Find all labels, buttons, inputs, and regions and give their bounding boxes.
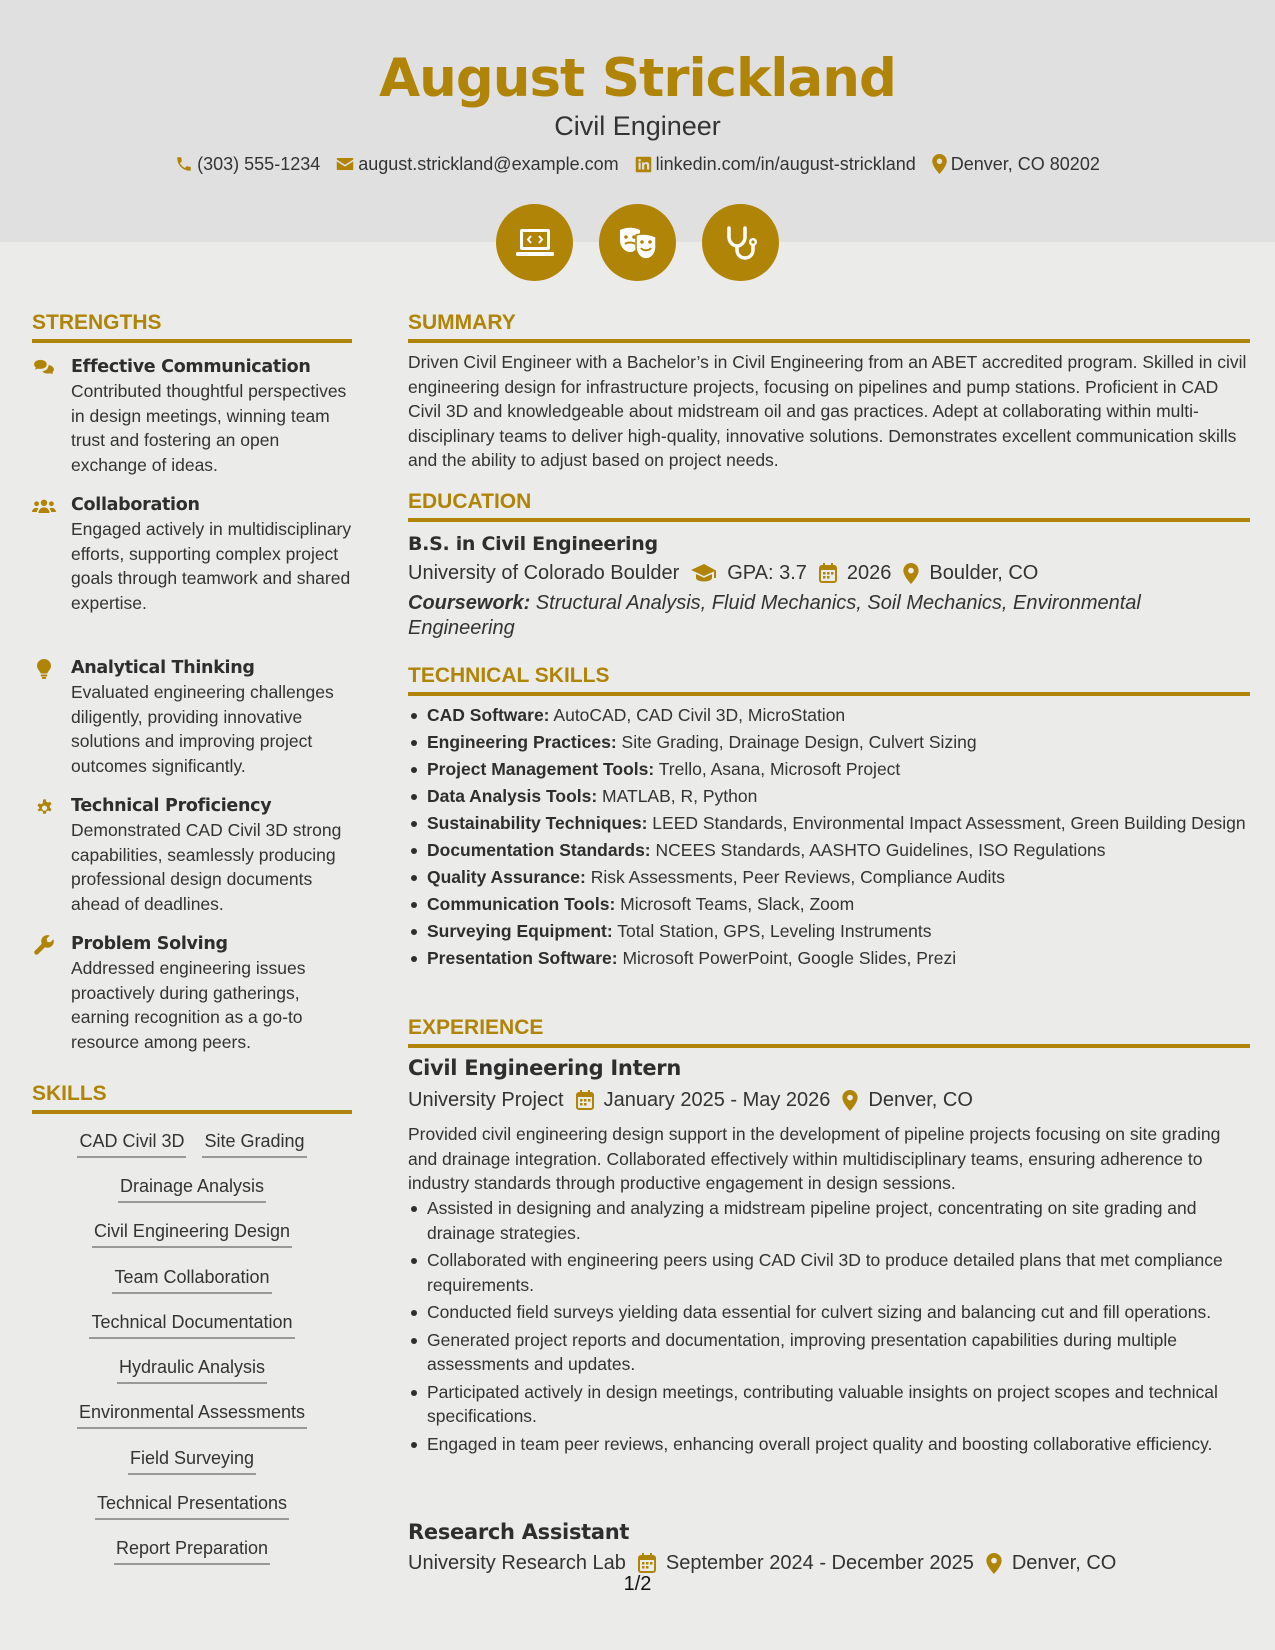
job-title: Civil Engineer: [554, 111, 721, 141]
skill-tag: Team Collaboration: [112, 1265, 271, 1294]
stethoscope-icon: [702, 204, 779, 281]
calendar-icon: [819, 563, 837, 583]
coursework: [408, 591, 1228, 641]
list-item: [408, 838, 1250, 863]
skill-value: Risk Assessments, Peer Reviews, Compliance Audits: [585, 867, 1006, 887]
skill-row: [32, 1446, 352, 1475]
strength-item: [32, 493, 352, 615]
skill-label: Data Analysis Tools:: [427, 786, 598, 806]
skill-label: Communication Tools:: [427, 894, 616, 914]
skill-row: [32, 1536, 352, 1565]
strength-item: [32, 355, 352, 477]
job-title-2: Research Assistant: [408, 1520, 630, 1544]
calendar-icon: [638, 1553, 656, 1573]
skill-row: [32, 1491, 352, 1520]
education-heading: EDUCATION: [408, 488, 1250, 522]
strength-title: Effective Communication: [71, 357, 311, 377]
experience-heading: EXPERIENCE: [408, 1014, 1250, 1048]
map-marker-icon: [932, 154, 947, 174]
wrench-icon: [32, 934, 56, 956]
school-location: Boulder, CO: [929, 562, 1039, 584]
skill-row: [32, 1129, 352, 1158]
skill-label: Sustainability Techniques:: [427, 813, 648, 833]
list-item: [408, 703, 1250, 728]
skill-tag: Report Preparation: [114, 1536, 270, 1565]
skill-tag: Site Grading: [202, 1129, 306, 1158]
list-item: Assisted in designing and analyzing a midstream pipeline project, concentrating on site grading and drainage strategies.: [408, 1196, 1250, 1245]
job-org: University Project: [408, 1089, 564, 1111]
strength-desc: Contributed thoughtful perspectives in design meetings, winning team trust and fostering an open exchange of ideas.: [71, 381, 347, 475]
gpa: GPA: 3.7: [727, 562, 807, 584]
strength-title: Problem Solving: [71, 934, 228, 954]
skills-heading: SKILLS: [32, 1080, 352, 1114]
list-item: [408, 811, 1250, 836]
map-marker-icon: [842, 1090, 858, 1111]
skill-tag: Technical Documentation: [89, 1310, 294, 1339]
skill-tag: CAD Civil 3D: [77, 1129, 186, 1158]
list-item: [408, 757, 1250, 782]
summary-heading: SUMMARY: [408, 309, 1250, 343]
strength-item: [32, 656, 352, 778]
users-icon: [32, 495, 56, 517]
skill-value: Microsoft Teams, Slack, Zoom: [615, 894, 855, 914]
calendar-icon: [576, 1090, 594, 1110]
job-dates: September 2024 - December 2025: [665, 1552, 974, 1574]
contact-email[interactable]: [336, 151, 618, 177]
graduation-cap-icon: [691, 563, 717, 583]
job-description: Provided civil engineering design support in the development of pipeline projects focusing on site grading and drainage integration. Collaborated effectively within multidisciplinary teams, ensuring adherence to industry standards through productive engagement in design sessions.: [408, 1124, 1221, 1193]
skill-label: Documentation Standards:: [427, 840, 651, 860]
job-location: Denver, CO: [868, 1089, 973, 1111]
skill-value: LEED Standards, Environmental Impact Assessment, Green Building Design: [647, 813, 1246, 833]
job-title-1: Civil Engineering Intern: [408, 1056, 681, 1080]
job-meta-1: [408, 1086, 973, 1114]
skill-tag: Drainage Analysis: [118, 1174, 266, 1203]
job-dates: January 2025 - May 2026: [603, 1089, 831, 1111]
comments-icon: [32, 357, 56, 379]
job-bullets: [408, 1196, 1250, 1459]
strength-item: [32, 794, 352, 916]
hobby-icons: [496, 204, 805, 281]
skill-row: [32, 1355, 352, 1384]
skill-label: Quality Assurance:: [427, 867, 586, 887]
theater-masks-icon: [599, 204, 676, 281]
strength-item: [32, 932, 352, 1054]
gear-icon: [32, 796, 56, 818]
skill-label: CAD Software:: [427, 705, 550, 725]
coursework-list: Structural Analysis, Fluid Mechanics, Soil Mechanics, Environmental Engineering: [408, 592, 1141, 639]
contact-location: [932, 151, 1100, 177]
list-item: Generated project reports and documentation, improving presentation capabilities during multiple assessments and updates.: [408, 1328, 1250, 1377]
coursework-label: Coursework:: [408, 592, 531, 614]
candidate-name: August Strickland: [379, 48, 896, 109]
location-text: Denver, CO 80202: [950, 154, 1100, 174]
summary-text: Driven Civil Engineer with a Bachelor’s in Civil Engineering from an ABET accredited program. Skilled in civil engineering design for infrastructure projects, focusing on pipelines and pump stations. Proficient in CAD Civil 3D and knowledgeable about midstream oil and gas practices. Adept at collaborating within multi-disciplinary teams to deliver high-quality, innovative solutions. Demonstrates excellent communication skills and the ability to adjust based on project needs.: [408, 352, 1247, 470]
job-org: University Research Lab: [408, 1552, 626, 1574]
skill-label: Engineering Practices:: [427, 732, 617, 752]
linkedin-icon: [635, 156, 652, 173]
skill-value: Site Grading, Drainage Design, Culvert Sizing: [616, 732, 977, 752]
skill-label: Surveying Equipment:: [427, 921, 613, 941]
list-item: [408, 919, 1250, 944]
linkedin-text: linkedin.com/in/august-strickland: [655, 154, 916, 174]
graduation-year: 2026: [846, 562, 892, 584]
contact-linkedin[interactable]: [635, 151, 916, 177]
list-item: [408, 865, 1250, 890]
contact-row: [0, 151, 1275, 177]
skill-label: Presentation Software:: [427, 948, 618, 968]
skill-tag: Hydraulic Analysis: [117, 1355, 267, 1384]
map-marker-icon: [903, 563, 919, 584]
degree: B.S. in Civil Engineering: [408, 533, 658, 555]
list-item: Conducted field surveys yielding data essential for culvert sizing and balancing cut and fill operations.: [408, 1300, 1250, 1325]
page-number: 1/2: [623, 1573, 652, 1595]
skill-value: MATLAB, R, Python: [597, 786, 758, 806]
envelope-icon: [336, 156, 354, 172]
strength-title: Technical Proficiency: [71, 796, 272, 816]
skill-row: [32, 1400, 352, 1429]
skill-row: [32, 1219, 352, 1248]
job-location: Denver, CO: [1011, 1552, 1117, 1574]
skill-value: Trello, Asana, Microsoft Project: [654, 759, 901, 779]
map-marker-icon: [986, 1553, 1002, 1574]
skill-tag: Environmental Assessments: [77, 1400, 307, 1429]
skill-row: [32, 1174, 352, 1203]
email-text: august.strickland@example.com: [358, 154, 619, 174]
list-item: [408, 730, 1250, 755]
strengths-heading: STRENGTHS: [32, 309, 352, 343]
strength-title: Collaboration: [71, 495, 200, 515]
list-item: [408, 784, 1250, 809]
skill-row: [32, 1310, 352, 1339]
skill-tag: Field Surveying: [128, 1446, 256, 1475]
skill-tag: Technical Presentations: [95, 1491, 289, 1520]
laptop-code-icon: [496, 204, 573, 281]
technical-skills-list: [408, 703, 1250, 973]
lightbulb-icon: [32, 658, 56, 680]
skill-row: [32, 1265, 352, 1294]
list-item: Participated actively in design meetings, contributing valuable insights on project scopes and technical specifications.: [408, 1380, 1250, 1429]
skill-value: NCEES Standards, AASHTO Guidelines, ISO Regulations: [650, 840, 1106, 860]
strength-title: Analytical Thinking: [71, 658, 255, 678]
school: University of Colorado Boulder: [408, 562, 680, 584]
skill-value: AutoCAD, CAD Civil 3D, MicroStation: [549, 705, 846, 725]
phone-text: (303) 555-1234: [197, 154, 321, 174]
skill-label: Project Management Tools:: [427, 759, 655, 779]
education-meta: [408, 559, 1038, 587]
skill-tag: Civil Engineering Design: [92, 1219, 292, 1248]
skill-value: Total Station, GPS, Leveling Instruments: [612, 921, 932, 941]
technical-skills-heading: TECHNICAL SKILLS: [408, 662, 1250, 696]
phone-icon: [175, 155, 193, 173]
list-item: Engaged in team peer reviews, enhancing overall project quality and boosting collaborative efficiency.: [408, 1432, 1250, 1457]
list-item: [408, 946, 1250, 971]
strength-desc: Evaluated engineering challenges diligently, providing innovative solutions and improving project outcomes significantly.: [71, 682, 334, 776]
strength-desc: Addressed engineering issues proactively during gatherings, earning recognition as a go-to resource among peers.: [71, 958, 306, 1052]
contact-phone[interactable]: [175, 151, 320, 177]
list-item: [408, 892, 1250, 917]
skill-value: Microsoft PowerPoint, Google Slides, Prezi: [617, 948, 957, 968]
list-item: Collaborated with engineering peers using CAD Civil 3D to produce detailed plans that met compliance requirements.: [408, 1248, 1250, 1297]
strength-desc: Demonstrated CAD Civil 3D strong capabilities, seamlessly producing professional design documents ahead of deadlines.: [71, 820, 342, 914]
strength-desc: Engaged actively in multidisciplinary efforts, supporting complex project goals through teamwork and shared expertise.: [71, 519, 352, 613]
